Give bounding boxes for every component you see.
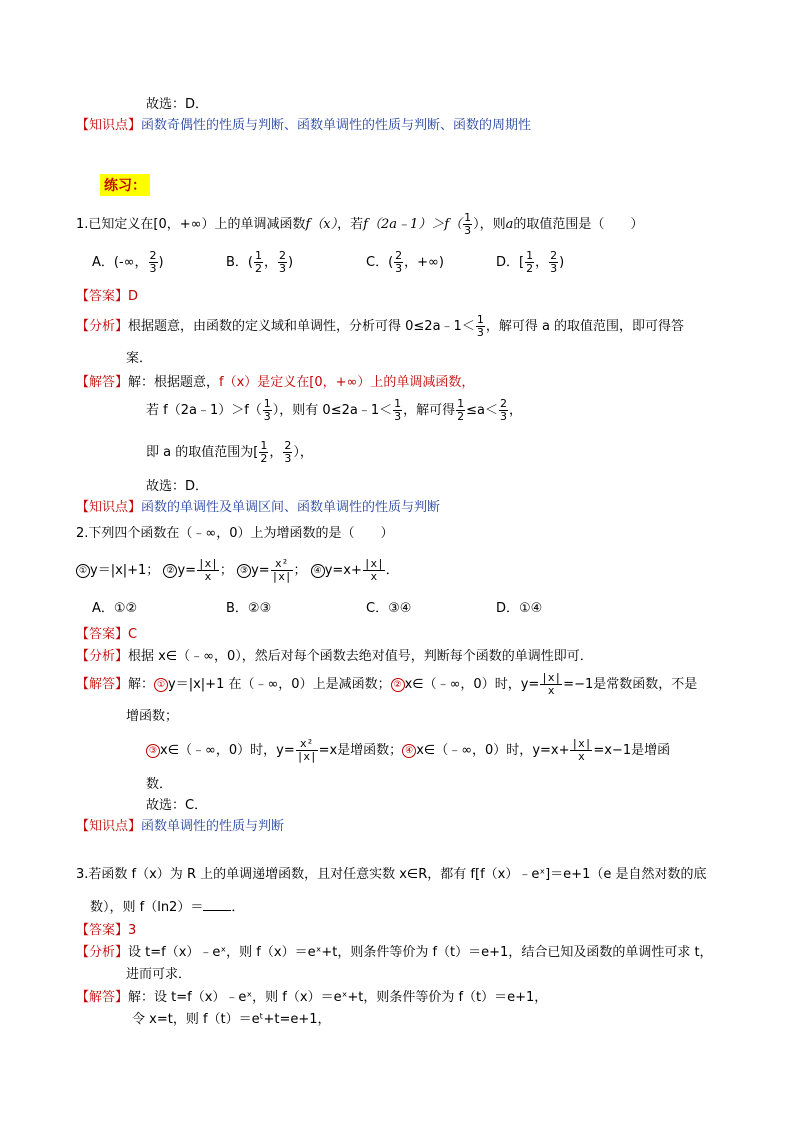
q1-solution-1: 【解答】解：根据题意，f（x）是定义在[0，+∞）上的单调减函数， [76,375,475,390]
prev-choose: 故选：D． [146,97,209,112]
q1-solution-2: 若 f（2a﹣1）＞f（ $\frac{1}{3}$ ），则有 0≤2a﹣1＜ $\frac{1}{3}$ ，解可得 $\frac{1}{2}$ ≤a＜ $\frac{2}{3}$ ， [146,397,522,423]
q2-stem: 2.下列四个函数在（﹣∞，0）上为增函数的是（ ） [76,526,394,541]
q3-stem-2: 数），则 f（ln2）＝ ． [90,900,245,915]
q2-answer: 【答案】C [76,627,138,642]
q1-knowledge: 【知识点】函数的单调性及单调区间、函数单调性的性质与判断 [76,500,441,515]
q2-analysis: 【分析】根据 x∈（﹣∞，0），然后对每个函数去绝对值号，判断每个函数的单调性即可． [76,649,593,664]
q2-choose: 故选：C． [146,798,208,813]
q1-option-c: C．( $\frac{2}{3}$ ，+∞) [366,249,444,275]
q1-option-d: D．[ $\frac{1}{2}$ ， $\frac{2}{3}$ ) [496,249,565,275]
q3-answer: 【答案】3 [76,923,137,938]
q1-option-b: B．( $\frac{1}{2}$ ， $\frac{2}{3}$ ) [226,249,294,275]
q3-analysis: 【分析】设 t=f（x）﹣eˣ，则 f（x）＝eˣ+t，则条件等价为 f（t）＝e+1，结合已知及函数的单调性可求 t， [76,945,713,960]
practice-label: 练习： [100,174,150,196]
q1-stem: 1.已知定义在[0，+∞）上的单调减函数f（x），若f（2a﹣1）＞f（ $\frac{1}{3}$ ），则a的取值范围是（ ） [76,211,644,237]
q3-analysis-cont: 进而可求． [126,967,192,982]
q1-analysis: 【分析】根据题意，由函数的定义域和单调性，分析可得 0≤2a﹣1＜ $\frac{1}{3}$ ，解可得 a 的取值范围，即可得答 [76,313,685,339]
prev-knowledge: 【知识点】函数奇偶性的性质与判断、函数单调性的性质与判断、函数的周期性 [76,118,532,133]
q1-answer: 【答案】D [76,289,139,304]
q1-option-a: A．(-∞， $\frac{2}{3}$ ) [92,249,164,275]
q2-solution-4: 数． [146,777,173,792]
q2-solution-1: 【解答】解： ① y＝|x|+1 在（﹣∞，0）上是减函数； ② x∈（﹣∞，0）时，y= $\frac{|x|}{x}$ =−1是常数函数，不是 [76,671,698,697]
q2-solution-2: 增函数； [126,709,179,724]
q1-analysis-cont: 案． [126,351,153,366]
q3-blank [203,898,231,911]
q2-knowledge: 【知识点】函数单调性的性质与判断 [76,819,285,834]
q2-option-b: B．②③ [226,601,272,616]
q3-solution-2: 令 x=t，则 f（t）＝eᵗ+t=e+1， [132,1012,331,1027]
q2-option-a: A．①② [92,601,138,616]
q3-solution-1: 【解答】解：设 t=f（x）﹣eˣ，则 f（x）＝eˣ+t，则条件等价为 f（t）＝e+1， [76,990,548,1005]
q3-stem-1: 3.若函数 f（x）为 R 上的单调递增函数，且对任意实数 x∈R，都有 f[f（x）﹣eˣ]＝e+1（e 是自然对数的底 [76,867,707,882]
q1-solution-3: 即 a 的取值范围为[ $\frac{1}{2}$ ， $\frac{2}{3}$ ）， [146,439,313,465]
q2-option-d: D．①④ [496,601,543,616]
q2-functions: ① y＝|x|+1； ② y= $\frac{|x|}{x}$ ； ③ y= $\frac{\text{x²}}{|x|}$ ； ④ y=x+ $\frac{|x|}{x}$ ． [76,558,399,584]
q2-solution-3: ③ x∈（﹣∞，0）时，y= $\frac{\text{x²}}{|x|}$ =x是增函数； ④ x∈（﹣∞，0）时，y=x+ $\frac{|x|}{x}$ =x−1是增函 [146,736,670,766]
q1-choose: 故选：D． [146,479,209,494]
q2-option-c: C．③④ [366,601,412,616]
